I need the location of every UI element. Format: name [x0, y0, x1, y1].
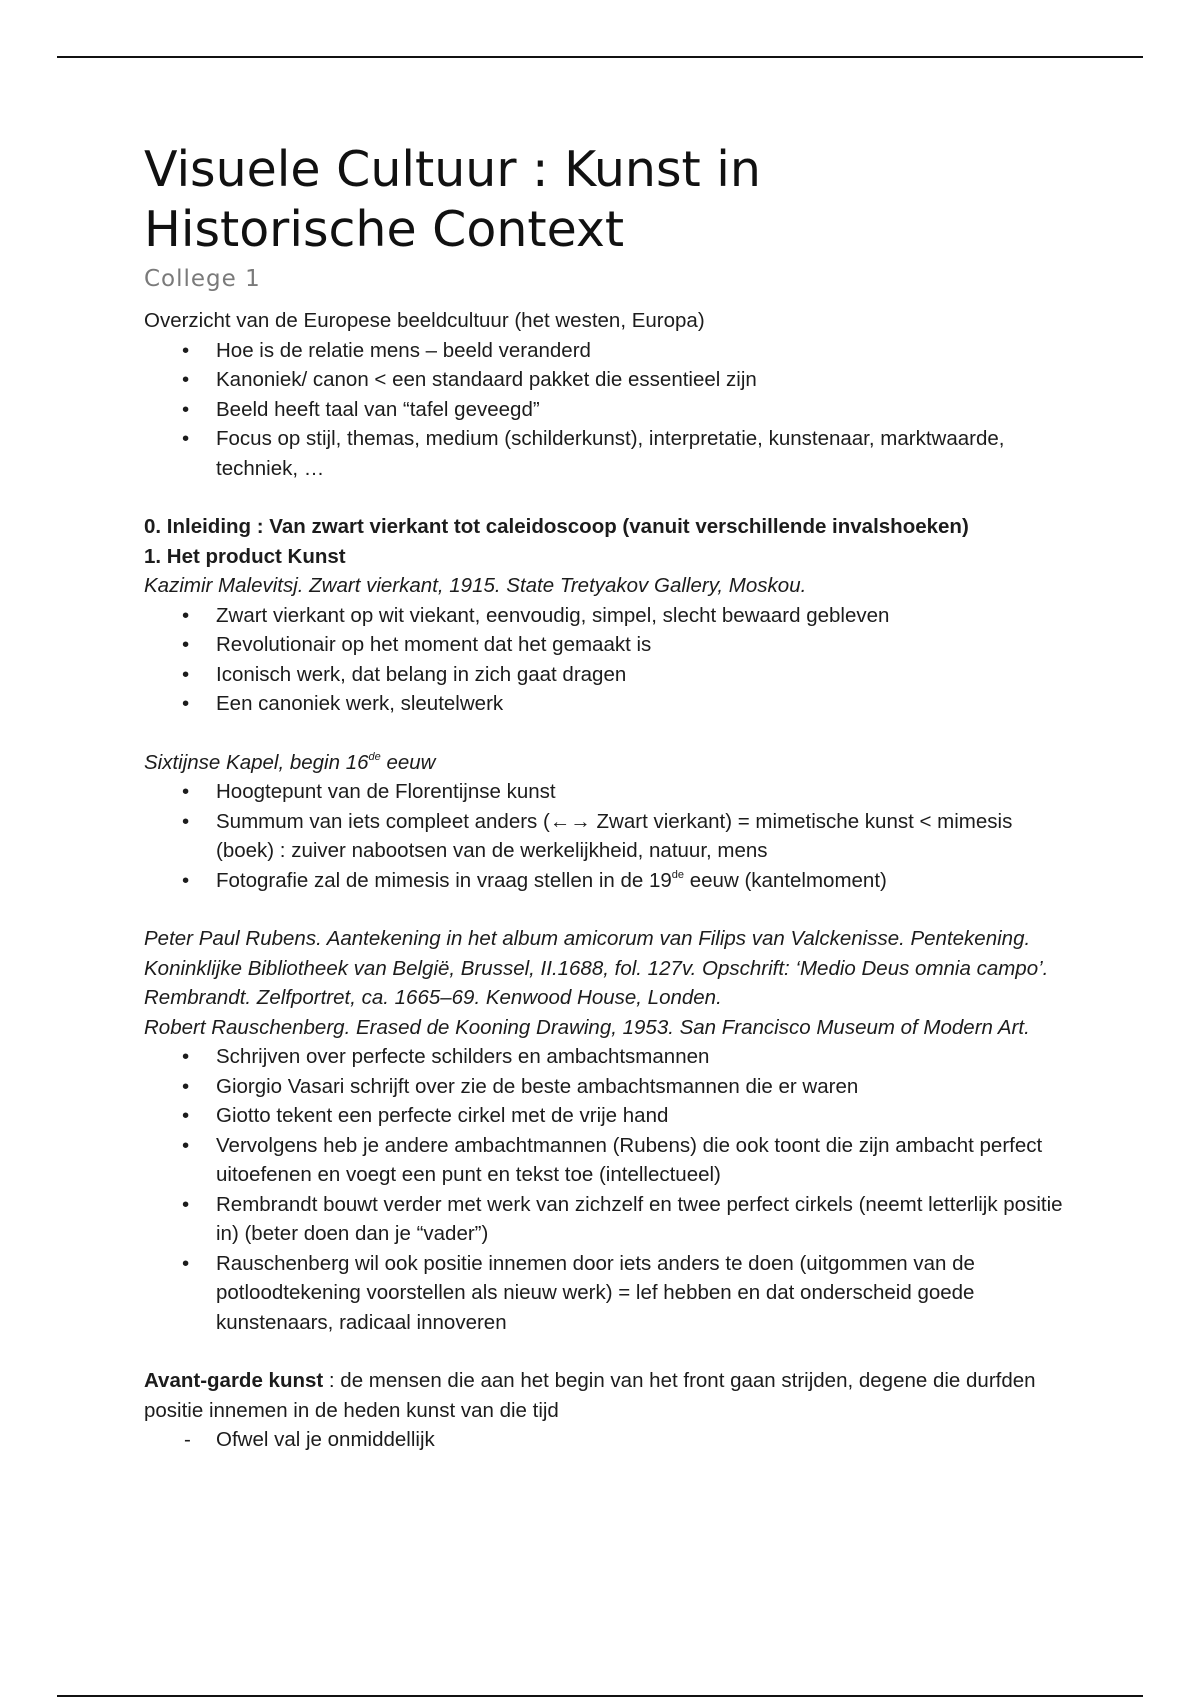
avantgarde-list	[144, 1425, 1064, 1455]
list-item: • Revolutionair op het moment dat het gemaakt is	[144, 630, 1064, 660]
list-item: - Ofwel val je onmiddellijk	[144, 1425, 1064, 1455]
spacer	[144, 719, 1064, 748]
title-line-1: Visuele Cultuur : Kunst in	[144, 141, 761, 198]
document-body	[144, 140, 1064, 1455]
artwork-caption-rembrandt: Rembrandt. Zelfportret, ca. 1665–69. Kenwood House, Londen.	[144, 986, 722, 1009]
list-item: • Een canoniek werk, sleutelwerk	[144, 689, 1064, 719]
document-title	[144, 140, 1064, 260]
list-item: • Zwart vierkant op wit viekant, eenvoudig, simpel, slecht bewaard gebleven	[144, 601, 1064, 631]
spacer	[144, 895, 1064, 924]
list-item: • Summum van iets compleet anders (←→ Zwart vierkant) = mimetische kunst < mimesis (boek) : zuiver nabootsen van de werkelijkheid, natuur, mens	[144, 807, 1064, 866]
list-item: • Beeld heeft taal van “tafel geveegd”	[144, 395, 1064, 425]
bottom-rule	[57, 1695, 1143, 1697]
list-item: • Focus op stijl, themas, medium (schilderkunst), interpretatie, kunstenaar, marktwaarde, techniek, …	[144, 424, 1064, 483]
spacer	[144, 483, 1064, 512]
malevitsj-list	[144, 601, 1064, 719]
avantgarde-term: Avant-garde kunst	[144, 1369, 324, 1392]
craft-list	[144, 1042, 1064, 1337]
section-heading-0: 0. Inleiding : Van zwart vierkant tot caleidoscoop (vanuit verschillende invalshoeken)	[144, 515, 969, 538]
list-item: • Iconisch werk, dat belang in zich gaat dragen	[144, 660, 1064, 690]
list-item: • Rauschenberg wil ook positie innemen door iets anders te doen (uitgommen van de potloodtekening voorstellen als nieuw werk) = lef hebben en dat onderscheid goede kunstenaars, radicaal innoveren	[144, 1249, 1064, 1338]
artwork-caption-sixtijnse: Sixtijnse Kapel, begin 16de eeuw	[144, 750, 436, 774]
title-line-2: Historische Context	[144, 201, 625, 258]
intro-list	[144, 336, 1064, 484]
list-item: • Hoe is de relatie mens – beeld veranderd	[144, 336, 1064, 366]
list-item: • Giotto tekent een perfecte cirkel met de vrije hand	[144, 1101, 1064, 1131]
list-item: • Fotografie zal de mimesis in vraag stellen in de 19de eeuw (kantelmoment)	[144, 866, 1064, 896]
top-rule	[57, 56, 1143, 58]
artwork-caption-rauschenberg: Robert Rauschenberg. Erased de Kooning Drawing, 1953. San Francisco Museum of Modern Art.	[144, 1015, 1030, 1039]
list-item: • Rembrandt bouwt verder met werk van zichzelf en twee perfect cirkels (neemt letterlijk positie in) (beter doen dan je “vader”)	[144, 1190, 1064, 1249]
avantgarde-definition: Avant-garde kunst : de mensen die aan het begin van het front gaan strijden, degene die durfden positie innemen in de heden kunst van die tijd	[144, 1369, 1036, 1422]
list-item: • Kanoniek/ canon < een standaard pakket die essentieel zijn	[144, 365, 1064, 395]
artwork-caption-rubens: Peter Paul Rubens. Aantekening in het album amicorum van Filips van Valckenisse. Pentekening. Koninklijke Bibliotheek van België, Brussel, II.1688, fol. 127v. Opschrift: ‘Medio Deus omnia campo’.	[144, 927, 1049, 980]
sixtijnse-list	[144, 777, 1064, 895]
list-item: • Hoogtepunt van de Florentijnse kunst	[144, 777, 1064, 807]
list-item: • Schrijven over perfecte schilders en ambachtsmannen	[144, 1042, 1064, 1072]
list-item: • Vervolgens heb je andere ambachtmannen (Rubens) die ook toont die zijn ambacht perfect uitoefenen en voegt een punt en tekst toe (intellectueel)	[144, 1131, 1064, 1190]
section-heading-1: 1. Het product Kunst	[144, 544, 346, 568]
spacer	[144, 1337, 1064, 1366]
list-item: • Giorgio Vasari schrijft over zie de beste ambachtsmannen die er waren	[144, 1072, 1064, 1102]
artwork-caption-malevitsj: Kazimir Malevitsj. Zwart vierkant, 1915. State Tretyakov Gallery, Moskou.	[144, 574, 807, 597]
intro-text: Overzicht van de Europese beeldcultuur (het westen, Europa)	[144, 309, 705, 332]
document-subtitle: College 1	[144, 266, 261, 292]
